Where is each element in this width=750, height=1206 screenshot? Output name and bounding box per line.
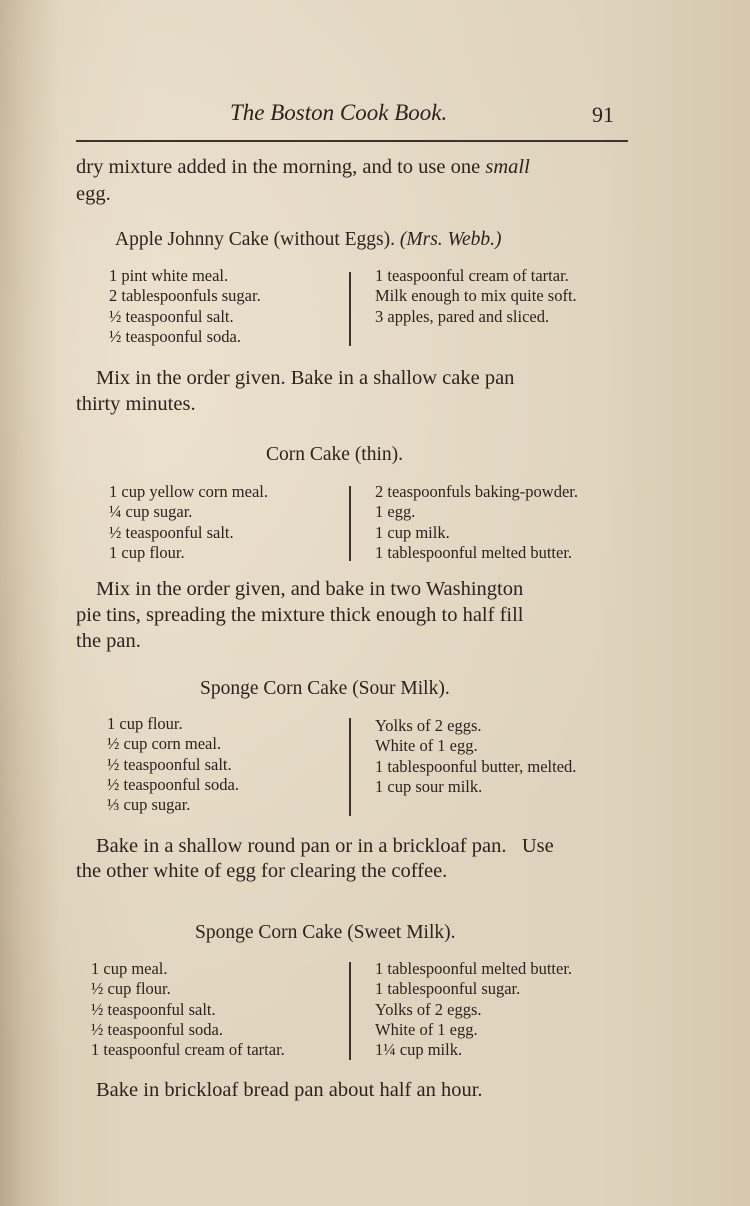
recipe-title (115, 229, 502, 251)
ingredient: 1 tablespoonful butter, melted. (375, 756, 577, 776)
ingredient: 1 pint white meal. (109, 266, 229, 285)
ingredients-right (375, 716, 576, 797)
ingredient: 1 cup yellow corn meal. (109, 482, 268, 501)
recipe-title: Sponge Corn Cake (Sour Milk). (200, 678, 450, 699)
directions-line: Mix in the order given. Bake in a shallow cake pan (96, 367, 515, 389)
header-rule (76, 140, 628, 142)
ingredient: 3 apples, pared and sliced. (375, 306, 550, 326)
ingredient: ½ cup flour. (91, 979, 171, 999)
directions-line: the other white of egg for clearing the coffee. (76, 860, 448, 882)
ingredient: 1 tablespoonful melted butter. (375, 959, 573, 978)
ingredient: White of 1 egg. (375, 736, 478, 756)
ingredient: ½ teaspoonful soda. (91, 1019, 223, 1039)
ingredient: Milk enough to mix quite soft. (375, 286, 577, 306)
directions-line: Bake in brickloaf bread pan about half an hour. (96, 1079, 483, 1101)
directions-line: Bake in a shallow round pan or in a brickloaf pan. Use (96, 835, 554, 857)
page-number: 91 (592, 102, 614, 127)
ingredient: ½ teaspoonful salt. (109, 306, 234, 326)
directions-line: pie tins, spreading the mixture thick enough to half fill (76, 604, 524, 626)
recipe-title: Corn Cake (thin). (266, 444, 404, 465)
ingredient: White of 1 egg. (375, 1019, 478, 1039)
ingredient: ½ teaspoonful salt. (91, 999, 216, 1019)
ingredient: ½ cup corn meal. (107, 734, 222, 754)
ingredients-left (107, 714, 239, 815)
directions-line: Mix in the order given, and bake in two Washington (96, 578, 524, 600)
recipe-attribution: (Mrs. Webb.) (399, 229, 502, 250)
ingredient: ⅓ cup sugar. (107, 795, 191, 815)
ingredient: 1 tablespoonful melted butter. (375, 542, 573, 562)
ingredient: ½ teaspoonful soda. (109, 326, 241, 346)
intro-emphasis: small (485, 156, 530, 178)
column-divider (349, 962, 351, 1060)
ingredient: 1 tablespoonful sugar. (375, 979, 521, 999)
ingredient: 1 cup meal. (91, 959, 168, 978)
column-divider (349, 486, 351, 561)
ingredient: ½ teaspoonful salt. (109, 522, 234, 542)
ingredients-left (109, 482, 268, 563)
ingredient: 2 teaspoonfuls baking-powder. (375, 482, 579, 501)
ingredients-left (109, 266, 261, 347)
ingredient: 1 egg. (375, 502, 416, 522)
intro-line-1 (76, 154, 530, 181)
ingredient: 1 cup sour milk. (375, 776, 483, 796)
intro-text: dry mixture added in the morning, and to use one (76, 156, 486, 178)
running-header-title: The Boston Cook Book. (230, 100, 448, 125)
ingredient: ½ teaspoonful salt. (107, 754, 232, 774)
directions-line: the pan. (76, 630, 141, 652)
ingredient: ¼ cup sugar. (109, 502, 193, 522)
ingredient: 1 cup milk. (375, 522, 450, 542)
recipe-title-text: Apple Johnny Cake (without Eggs). (115, 229, 396, 250)
ingredient: 2 tablespoonfuls sugar. (109, 286, 261, 306)
ingredients-right (375, 266, 577, 327)
column-divider (349, 272, 351, 346)
ingredients-right (375, 959, 572, 1060)
ingredient: 1 teaspoonful cream of tartar. (91, 1040, 285, 1060)
ingredient: 1 cup flour. (109, 542, 185, 562)
ingredient: Yolks of 2 eggs. (375, 716, 482, 735)
ingredient: 1 teaspoonful cream of tartar. (375, 266, 569, 285)
intro-line-2: egg. (76, 183, 111, 205)
ingredient: 1 cup flour. (107, 714, 183, 733)
ingredient: ½ teaspoonful soda. (107, 774, 239, 794)
column-divider (349, 718, 351, 816)
directions-line: thirty minutes. (76, 393, 196, 415)
ingredient: Yolks of 2 eggs. (375, 999, 482, 1019)
ingredient: 1¼ cup milk. (375, 1040, 463, 1060)
recipe-title: Sponge Corn Cake (Sweet Milk). (195, 922, 456, 943)
ingredients-left (91, 959, 285, 1060)
ingredients-right (375, 482, 578, 563)
